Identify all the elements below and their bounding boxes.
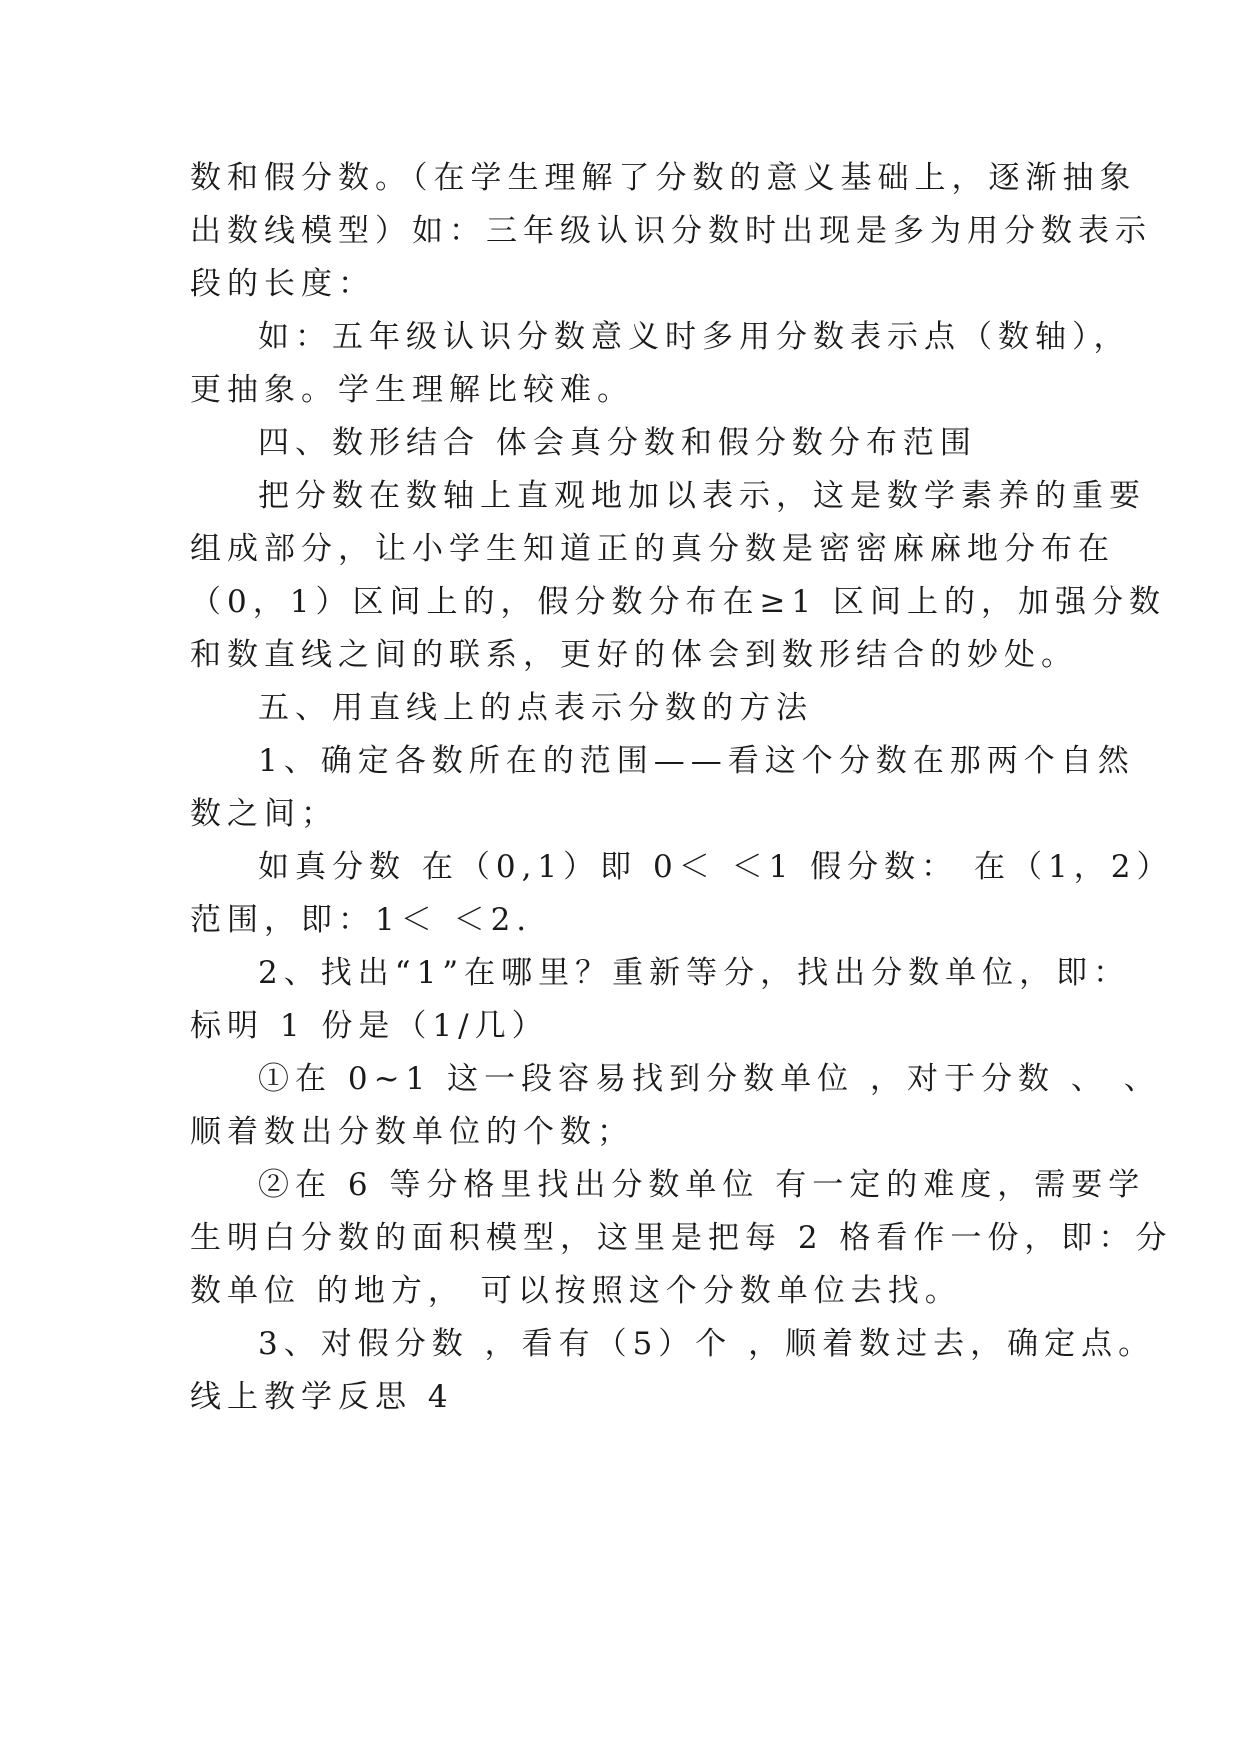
- text-line: 段的长度：: [190, 266, 375, 302]
- section-title: 线上教学反思 4: [190, 1379, 454, 1415]
- text-line: 2、找出“1”在哪里？重新等分，找出分数单位，即：: [258, 955, 1131, 991]
- text-line: ①在 0~1 这一段容易找到分数单位 ，对于分数 、 、: [258, 1061, 1161, 1097]
- text-line: 标明 1 份是（1/几）: [190, 1008, 549, 1044]
- text-line: ②在 6 等分格里找出分数单位 有一定的难度，需要学: [258, 1167, 1146, 1203]
- text-line: 范围，即：1＜ ＜2.: [190, 902, 533, 938]
- section-heading: 五、用直线上的点表示分数的方法: [258, 690, 813, 726]
- text-line: 数之间；: [190, 796, 338, 832]
- text-line: 组成部分，让小学生知道正的真分数是密密麻麻地分布在: [190, 531, 1115, 567]
- text-line: 更抽象。学生理解比较难。: [190, 372, 634, 408]
- text-line: 如：五年级认识分数意义时多用分数表示点（数轴），: [258, 319, 1131, 355]
- text-line: 顺着数出分数单位的个数；: [190, 1114, 634, 1150]
- text-line: 1、确定各数所在的范围——看这个分数在那两个自然: [258, 743, 1135, 779]
- text-line: （0，1）区间上的，假分数分布在≥1 区间上的，加强分数: [190, 584, 1166, 620]
- text-line: 生明白分数的面积模型，这里是把每 2 格看作一份，即：分: [190, 1220, 1173, 1256]
- text-line: 出数线模型）如：三年级认识分数时出现是多为用分数表示: [190, 213, 1152, 249]
- text-line: 数单位 的地方， 可以按照这个分数单位去找。: [190, 1273, 962, 1309]
- text-line: 和数直线之间的联系，更好的体会到数形结合的妙处。: [190, 637, 1078, 673]
- text-line: 3、对假分数 ，看有（5）个 ，顺着数过去，确定点。: [258, 1326, 1156, 1362]
- text-line: 把分数在数轴上直观地加以表示，这是数学素养的重要: [258, 478, 1146, 514]
- text-line: 数和假分数。（在学生理解了分数的意义基础上，逐渐抽象: [190, 160, 1137, 196]
- text-line: 如真分数 在（0,1）即 0＜ ＜1 假分数： 在（1，2）: [258, 849, 1174, 885]
- section-heading: 四、数形结合 体会真分数和假分数分布范围: [258, 425, 977, 461]
